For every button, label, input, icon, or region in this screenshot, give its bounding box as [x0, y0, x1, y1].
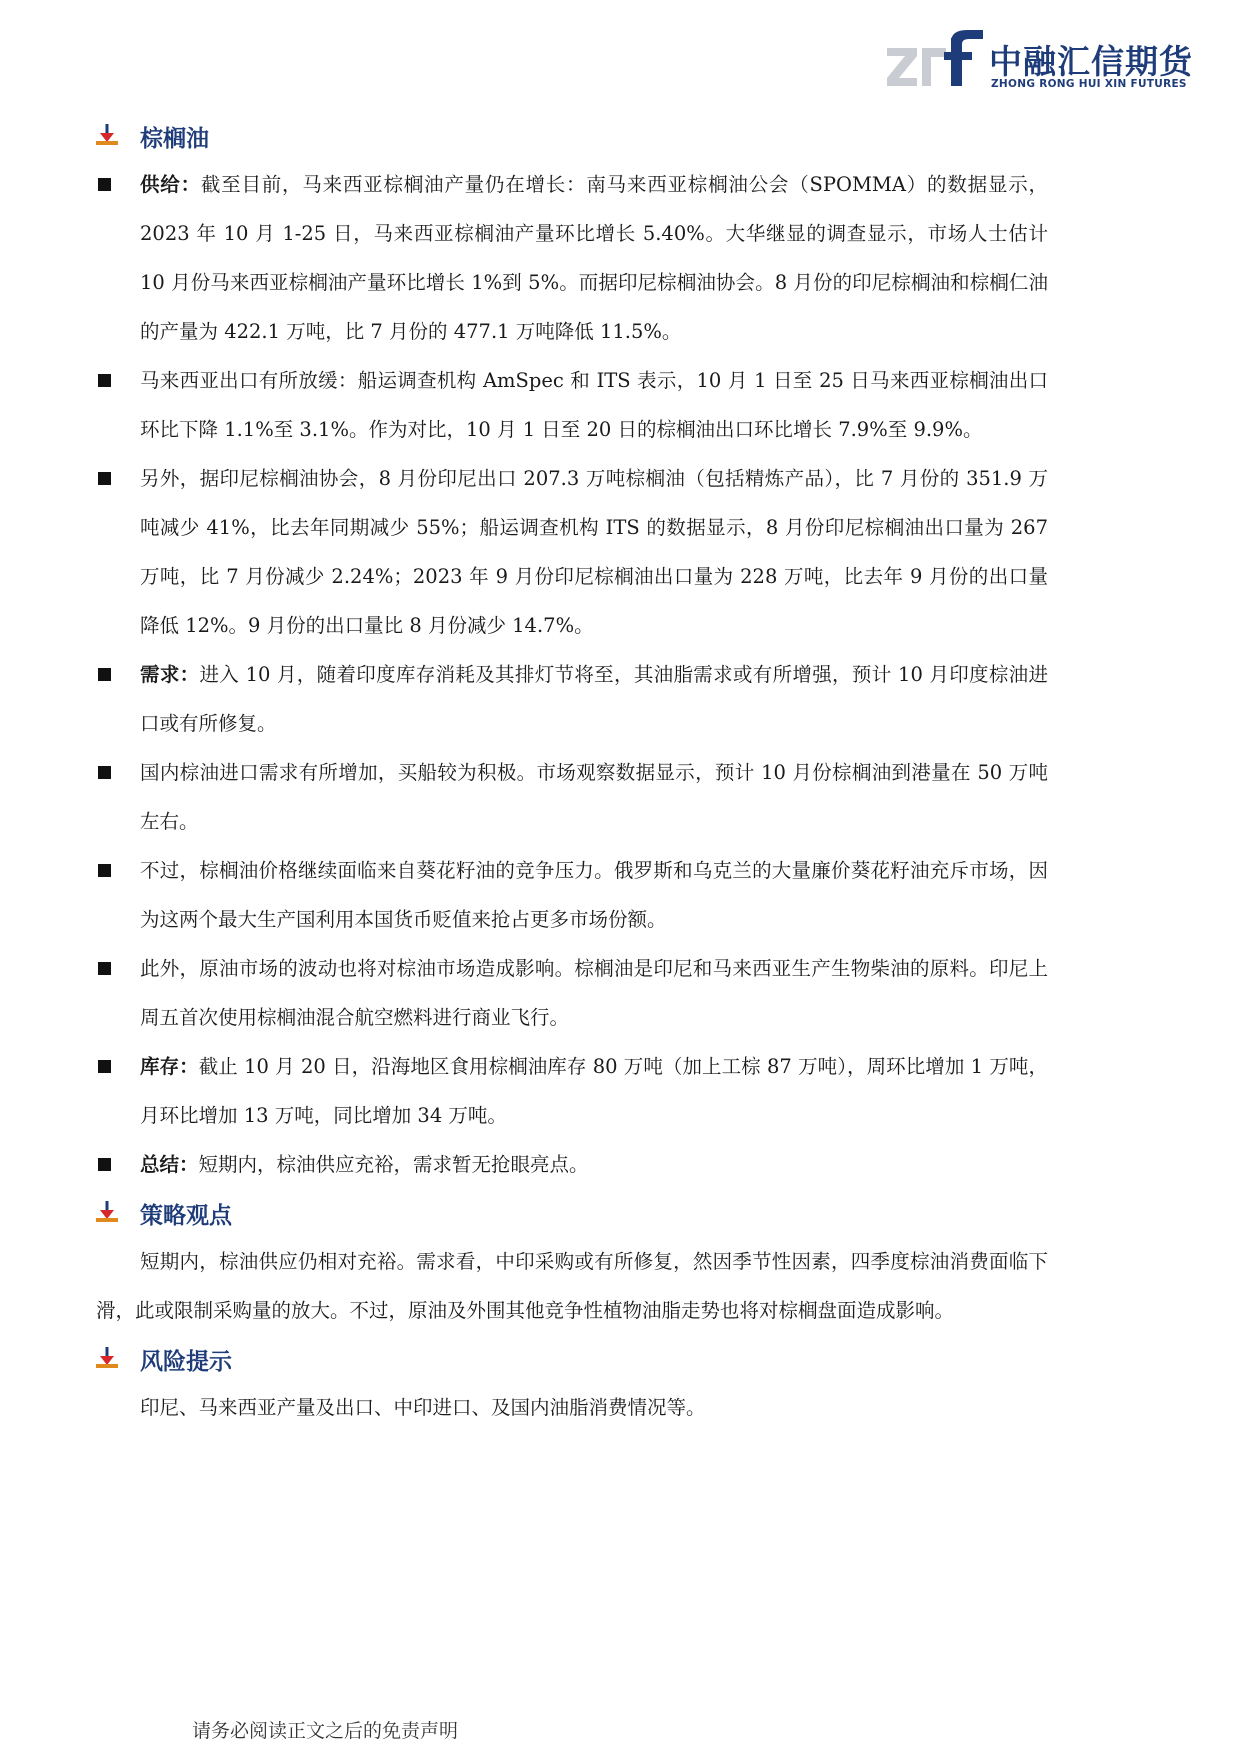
bullet-text: 不过，棕榈油价格继续面临来自葵花籽油的竞争压力。俄罗斯和乌克兰的大量廉价葵花籽油充斥市场，因为这两个最大生产国利用本国货币贬值来抢占更多市场份额。 — [140, 859, 1048, 931]
square-bullet-icon — [98, 766, 111, 779]
bullet-malaysia-export — [96, 356, 1048, 454]
section-marker-icon — [96, 1347, 118, 1369]
section-heading-strategy — [96, 1189, 1048, 1237]
square-bullet-icon — [98, 178, 111, 191]
bullet-label: 库存： — [140, 1055, 199, 1078]
section-heading-risk — [96, 1335, 1048, 1383]
bullet-label: 供给： — [140, 173, 201, 196]
square-bullet-icon — [98, 864, 111, 877]
square-bullet-icon — [98, 668, 111, 681]
square-bullet-icon — [98, 1060, 111, 1073]
risk-paragraph: 印尼、马来西亚产量及出口、中印进口、及国内油脂消费情况等。 — [140, 1396, 706, 1419]
bullet-text: 截至目前，马来西亚棕榈油产量仍在增长：南马来西亚棕榈油公会（SPOMMA）的数据显示，2023 年 10 月 1-25 日，马来西亚棕榈油产量环比增长 5.40%。大华继显的调查显示，市场人士估计 10 月份马来西亚棕榈油产量环比增长 1%到 5%。而据印尼棕榈油协会。8 月份的印尼棕榈油和棕榈仁油的产量为 422.1 万吨，比 7 月份的 477.1 万吨降低 11.5%。 — [140, 173, 1048, 343]
strategy-paragraph: 短期内，棕油供应仍相对充裕。需求看，中印采购或有所修复，然因季节性因素，四季度棕油消费面临下滑，此或限制采购量的放大。不过，原油及外围其他竞争性植物油脂走势也将对棕榈盘面造成影响。 — [96, 1250, 1048, 1322]
square-bullet-icon — [98, 962, 111, 975]
section-title: 策略观点 — [140, 1202, 232, 1229]
section-marker-icon — [96, 124, 118, 146]
bullet-indonesia-export — [96, 454, 1048, 650]
section-title: 棕榈油 — [140, 125, 209, 152]
logo-name-en: ZHONG RONG HUI XIN FUTURES — [991, 78, 1187, 90]
bullet-text: 马来西亚出口有所放缓：船运调查机构 AmSpec 和 ITS 表示，10 月 1 日至 25 日马来西亚棕榈油出口环比下降 1.1%至 3.1%。作为对比，10 月 1 日至 20 日的棕榈油出口环比增长 7.9%至 9.9%。 — [140, 369, 1048, 441]
footer-disclaimer: 请务必阅读正文之后的免责声明 — [192, 1720, 459, 1742]
bullet-crude-oil — [96, 944, 1048, 1042]
bullet-text: 国内棕油进口需求有所增加，买船较为积极。市场观察数据显示，预计 10 月份棕榈油到港量在 50 万吨左右。 — [140, 761, 1048, 833]
bullet-text: 进入 10 月，随着印度库存消耗及其排灯节将至，其油脂需求或有所增强，预计 10 月印度棕油进口或有所修复。 — [140, 663, 1048, 735]
square-bullet-icon — [98, 1158, 111, 1171]
bullet-label: 需求： — [140, 663, 200, 686]
bullet-summary — [96, 1140, 1048, 1189]
bullet-label: 总结： — [140, 1153, 199, 1176]
square-bullet-icon — [98, 472, 111, 485]
bullet-text: 短期内，棕油供应充裕，需求暂无抢眼亮点。 — [198, 1153, 589, 1176]
logo-name-cn: 中融汇信期货 — [989, 42, 1193, 81]
company-logo — [887, 28, 1193, 94]
bullet-text: 另外，据印尼棕榈油协会，8 月份印尼出口 207.3 万吨棕榈油（包括精炼产品），比 7 月份的 351.9 万吨减少 41%，比去年同期减少 55%；船运调查机构 ITS 的数据显示，8 月份印尼棕榈油出口量为 267 万吨，比 7 月份减少 2.24%；2023 年 9 月份印尼棕榈油出口量为 228 万吨，比去年 9 月份的出口量降低 12%。9 月份的出口量比 8 月份减少 14.7%。 — [140, 467, 1048, 637]
section-heading-palm — [96, 112, 1048, 160]
section-title: 风险提示 — [140, 1348, 232, 1375]
bullet-text: 截止 10 月 20 日，沿海地区食用棕榈油库存 80 万吨（加上工棕 87 万吨），周环比增加 1 万吨，月环比增加 13 万吨，同比增加 34 万吨。 — [140, 1055, 1048, 1127]
bullet-inventory — [96, 1042, 1048, 1140]
bullet-supply — [96, 160, 1048, 356]
square-bullet-icon — [98, 374, 111, 387]
report-content — [96, 112, 1048, 1432]
bullet-text: 此外，原油市场的波动也将对棕油市场造成影响。棕榈油是印尼和马来西亚生产生物柴油的原料。印尼上周五首次使用棕榈油混合航空燃料进行商业飞行。 — [140, 957, 1048, 1029]
zrf-logo-mark — [887, 28, 987, 94]
bullet-demand — [96, 650, 1048, 748]
bullet-sunflower-competition — [96, 846, 1048, 944]
bullet-domestic-import — [96, 748, 1048, 846]
section-marker-icon — [96, 1201, 118, 1223]
